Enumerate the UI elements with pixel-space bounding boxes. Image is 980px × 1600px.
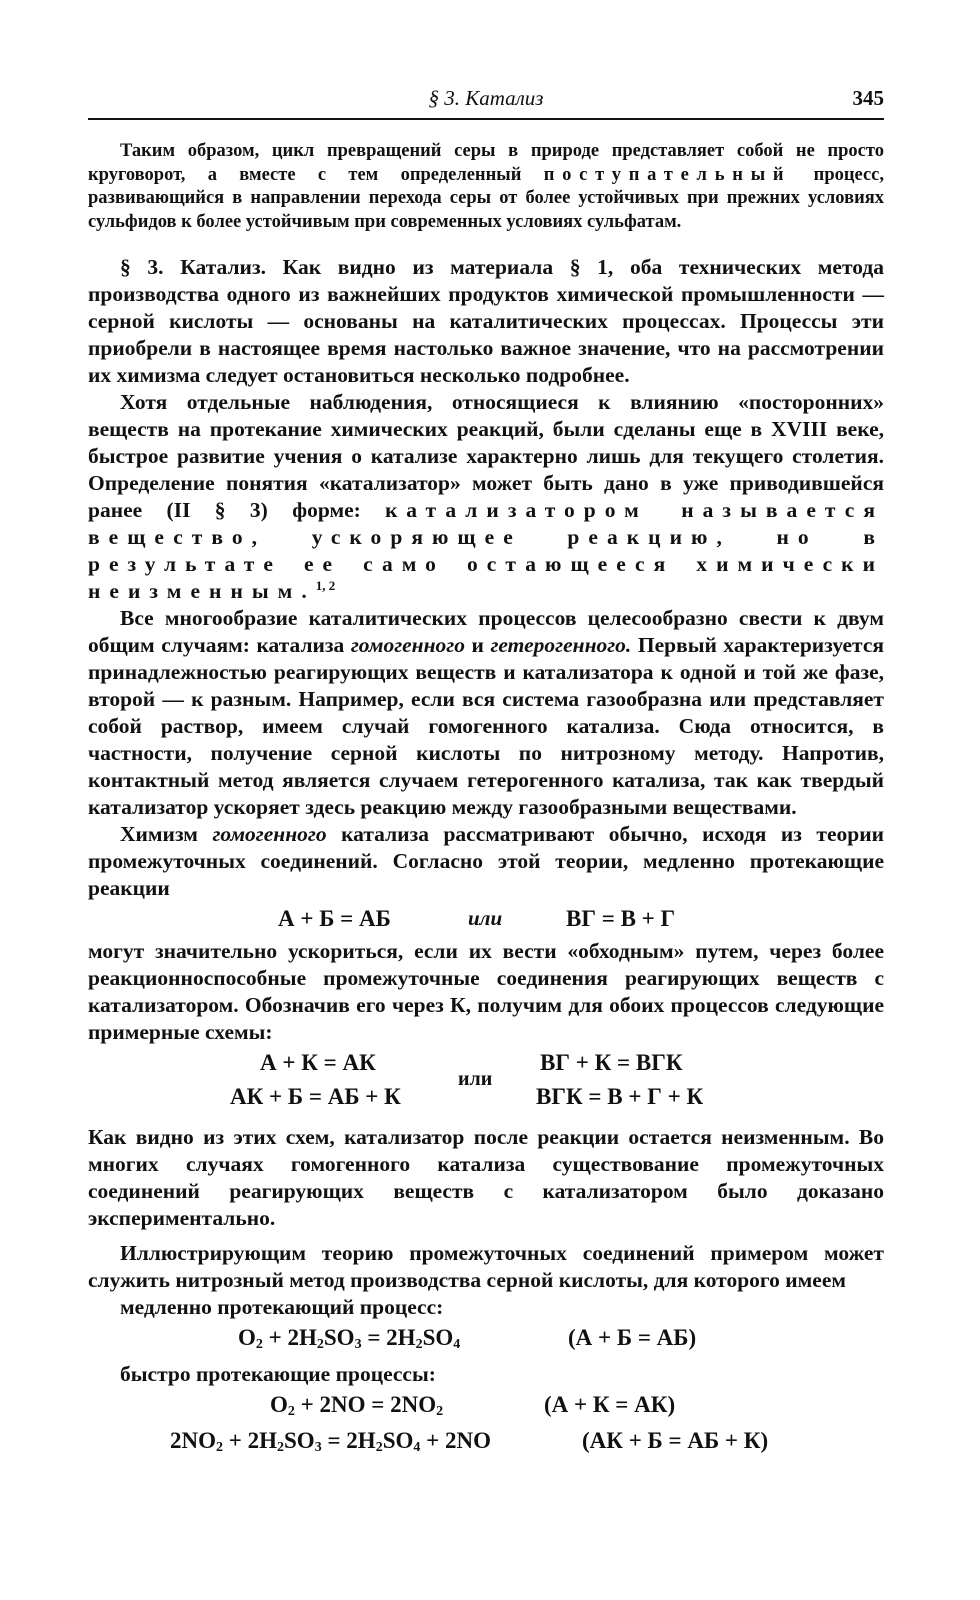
p3-text-c: Первый характеризуется принадлежностью реагирующих веществ и катализатора к одной и той же фазе, второй — к разным. Например, если вся система газообразна или представляет собой раствор, имеем случай гомогенного катализа. Сюда относится, в частности, получение серной кислоты по нитрозному методу. Напротив, контактный метод является случаем гетерогенного катализа, так как твердый катализатор ускоряет здесь реакцию между газообразными веществами. (88, 633, 884, 819)
equation-2-scheme (88, 1046, 884, 1124)
running-head (88, 86, 884, 122)
slow-process-label: медленно протекающий процесс: (120, 1295, 444, 1319)
p4-text-a: Химизм (120, 822, 213, 846)
equation-5 (88, 1424, 884, 1460)
eq2-or: или (458, 1068, 493, 1090)
fast-process-label: быстро протекающие процессы: (120, 1362, 436, 1386)
eq4-note: (А + К = АК) (544, 1392, 676, 1417)
section-paragraph-7: Иллюстрирующим теорию промежуточных соединений примером может служить нитрозный метод производства серной кислоты, для которого имеем (88, 1241, 884, 1292)
intro-spaced-word: поступательный (543, 164, 792, 185)
intro-paragraph (88, 140, 884, 234)
eq2-left-line1: А + К = АК (260, 1050, 376, 1075)
eq1-left: А + Б = АБ (278, 906, 391, 931)
eq1-or: или (468, 906, 503, 930)
footnote-ref: 1, 2 (315, 577, 336, 593)
eq2-right-line1: ВГ + К = ВГК (540, 1050, 683, 1075)
intro-text-b: процесс, развивающийся в направлении перехода серы от более устойчивых при прежних условиях сульфидов к более устойчивым при современных условиях сульфатам. (88, 164, 885, 232)
intro-text-a: Таким образом, цикл превращений серы в природе представляет собой не просто круговорот, а вместе с тем определенный (88, 141, 884, 185)
eq2-left-line2: АК + Б = АБ + К (230, 1084, 401, 1109)
p3-italic-homogeneous: гомогенного (350, 633, 465, 657)
p3-text-a: Все многообразие каталитических процессов целесообразно свести к двум общим случаям: катализа (88, 606, 884, 657)
equation-4 (88, 1388, 884, 1424)
p4-text-b: катализа рассматривают обычно, исходя из теории промежуточных соединений. Согласно этой теории, медленно протекающие реакции (88, 822, 884, 900)
page-content (88, 140, 884, 1460)
eq3-note: (А + Б = АБ) (568, 1325, 697, 1350)
p1-text: Как видно из материала § 1, оба технических метода производства одного из важнейших продуктов химической промышленности — серной кислоты — основаны на каталитических процессах. Процессы эти приобрели в настоящее время настолько важное значение, что на рассмотрении их химизма следует остановиться несколько подробнее. (88, 255, 885, 387)
p4-italic: гомогенного (212, 822, 327, 846)
p3-italic-heterogeneous: гетерогенного. (490, 633, 632, 657)
equation-1 (88, 902, 884, 938)
eq1-right: ВГ = В + Г (566, 906, 676, 931)
section-heading: § 3. Катализ. (120, 255, 266, 279)
definition-spaced: катализатором называется вещество, ускоряющее реакцию, но в результате ее само остающееся химически неизменным. (88, 498, 884, 603)
section-paragraph-5: могут значительно ускориться, если их вести «обходным» путем, через более реакционноспособные промежуточные соединения реагирующих веществ с катализатором. Обозначив его через К, получим для обоих процессов следующие примерные схемы: (88, 939, 884, 1044)
p2-text: Хотя отдельные наблюдения, относящиеся к влиянию «посторонних» веществ на протекание химических реакций, были сделаны еще в XVIII веке, быстрое развитие учения о катализе характерно лишь для текущего столетия. Определение понятия «катализатор» может быть дано в уже приводившейся ранее (II § 3) форме: (88, 390, 884, 522)
section-paragraph-3 (88, 605, 884, 821)
eq3-formula: $O_2 + 2H_2SO_3 = 2H_2SO_4$ (238, 1325, 461, 1352)
section-paragraph-2 (88, 389, 884, 605)
header-rule (88, 118, 884, 120)
eq4-formula: $O_2 + 2NO = 2NO_2$ (270, 1392, 444, 1419)
section-paragraph-4 (88, 821, 884, 902)
equation-3 (88, 1321, 884, 1357)
section-paragraph-1 (88, 254, 884, 389)
eq2-right-line2: ВГК = В + Г + К (536, 1084, 704, 1109)
page-number: 345 (852, 86, 884, 110)
eq5-note: (АК + Б = АБ + К) (582, 1428, 769, 1453)
p3-text-b: и (464, 633, 491, 657)
section-paragraph-6: Как видно из этих схем, катализатор после реакции остается неизменным. Во многих случаях гомогенного катализа существование промежуточных соединений реагирующих веществ с катализатором было доказано экспериментально. (88, 1125, 884, 1230)
eq5-formula: $2NO_2 + 2H_2SO_3 = 2H_2SO_4 + 2NO$ (170, 1428, 491, 1455)
running-head-title: § 3. Катализ (428, 86, 544, 110)
